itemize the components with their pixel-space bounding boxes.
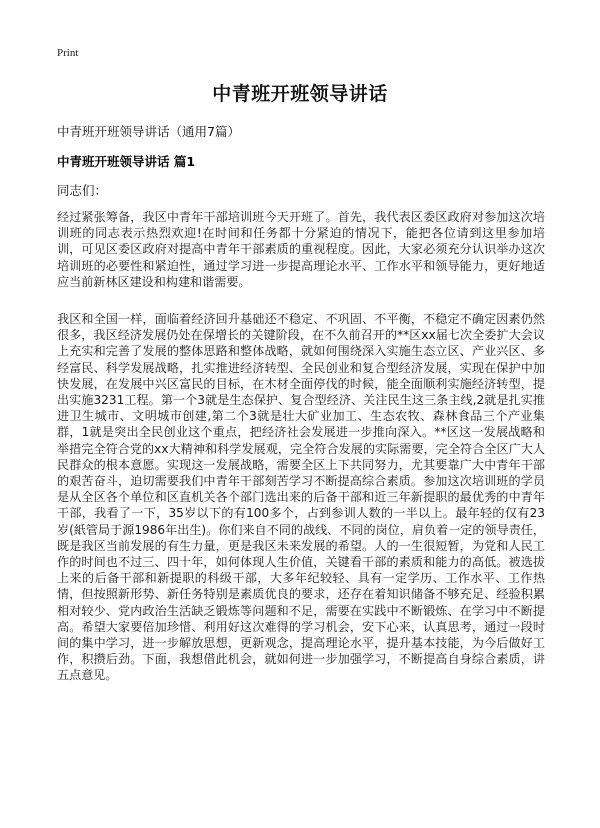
paragraph-1: 经过紧张筹备，我区中青年干部培训班今天开班了。首先，我代表区委区政府对参加这次培训班的同志表示热烈欢迎!在时间和任务都十分紧迫的情况下，能把各位请到这里参加培训，可见区委区政府对提高中青年干部素质的重视程度。因此，大家必须充分认识举办这次培训班的必要性和紧迫性，通过学习进一步提高理论水平、工作水平和领导能力，更好地适应当前新林区建设和构建和谐需要。: [57, 210, 545, 289]
greeting: 同志们：: [57, 183, 108, 198]
print-label[interactable]: Print: [57, 47, 79, 59]
document-subtitle: 中青班开班领导讲话（通用7篇）: [57, 124, 240, 139]
paragraph-2: 我区和全国一样，面临着经济回升基础还不稳定、不巩固、不平衡，不稳定不确定因素仍然很多，我区经济发展仍处在保增长的关键阶段，在不久前召开的**区xx届七次全委扩大会议上充实和完善了发展的整体思路和整体战略，就如何围绕深入实施生态立区、产业兴区、多经富民、科学发展战略，扎实推进经济转型、全民创业和复合型经济发展，实现在保护中加快发展，在发展中兴区富民的目标，在木材全面停伐的时候，能全面顺利实施经济转型，提出实施3231工程。第一个3就是生态保护、复合型经济、关注民生这三条主线,2就是扎实推进卫生城市、文明城市创建,第二个3就是壮大矿业加工、生态农牧、森林食品三个产业集群，1就是突出全民创业这个重点，把经济社会发展进一步推向深入。**区这一发展战略和举措完全符合党的xx大精神和科学发展观，完全符合发展的实际需要，完全符合全区广大人民群众的根本意愿。实现这一发展战略，需要全区上下共同努力，尤其要靠广大中青年干部的艰苦奋斗，迫切需要我们中青年干部刻苦学习不断提高综合素质。参加这次培训班的学员是从全区各个单位和区直机关各个部门选出来的后备干部和近三年新提职的最优秀的中青年干部，我看了一下，35岁以下的有100多个，占到参训人数的一半以上。最年轻的仅有23岁(紙管局于源1986年出生)。你们来自不同的战线、不同的岗位，肩负着一定的领导责任，既是我区当前发展的有生力量，更是我区未来发展的希望。人的一生很短暂，为党和人民工作的时间也不过三、四十年，如何体现人生价值，关键看干部的素质和能力的高低。被选拔上来的后备干部和新提职的科级干部，大多年纪较轻、具有一定学历、工作水平、工作热情，但按照新形势、新任务特别是素质优良的要求，还存在着知识储备不够充足、经验积累相对较少、党内政治生活缺乏锻炼等问题和不足，需要在实践中不断锻炼、在学习中不断提高。希望大家要倍加珍惜、利用好这次难得的学习机会，安下心来，认真思考，通过一段时间的集中学习，进一步解放思想，更新观念，提高理论水平，提升基本技能，为今后做好工作，积攒后劲。下面，我想借此机会，就如何进一步加强学习，不断提高自身综合素质，讲五点意见。: [57, 312, 545, 683]
section-heading: 中青班开班领导讲话 篇1: [57, 154, 196, 169]
document-title: 中青班开班领导讲话: [212, 83, 388, 105]
